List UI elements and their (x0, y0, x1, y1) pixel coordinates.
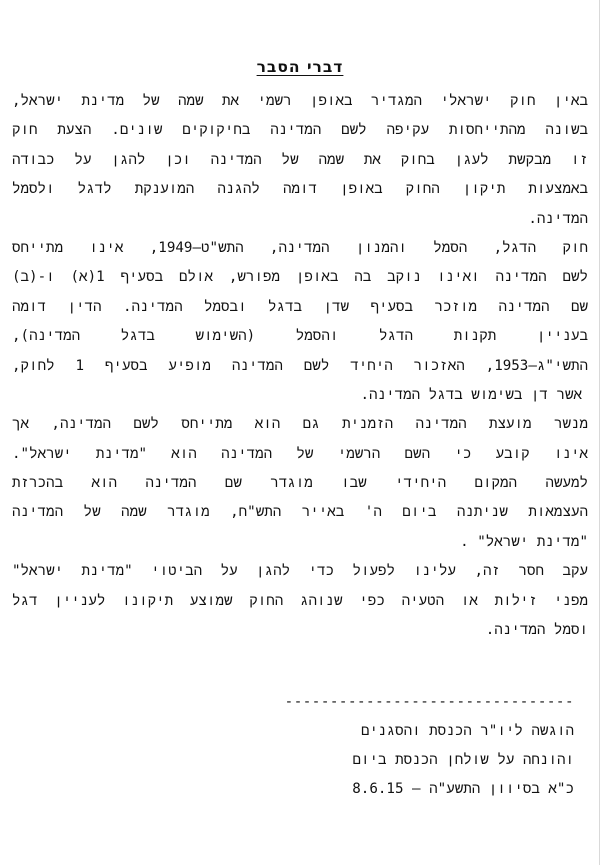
text-line: בשונה מהתייחסות עקיפה לשם המדינה בחיקוקים שונים. הצעת חוק (12, 122, 588, 139)
signature-divider: -------------------------------- (284, 694, 574, 710)
submission-block (0, 688, 574, 804)
submission-line: והונחה על שולחן הכנסת ביום (352, 752, 574, 768)
text-line: "מדינת ישראל" . (460, 533, 588, 550)
paragraph-1 (12, 87, 588, 234)
text-line: המדינה. (528, 210, 588, 227)
text-line: באמצעות תיקון החוק באופן דומה להגנה המוענקת לדגל ולסמל (12, 181, 588, 198)
text-line: בעניין תקנות הדגל והסמל (השימוש בדגל המדינה), (12, 328, 588, 345)
paragraph-4 (12, 557, 588, 645)
text-line: למעשה המקום היחידי שבו מוגדר שם המדינה הוא בהכרזת (12, 475, 588, 492)
text-line: באין חוק ישראלי המגדיר באופן רשמי את שמה של מדינת ישראל, (12, 93, 588, 109)
text-line: העצמאות שניתנה ביום ה' באייר התש"ח, מוגדר שמה של המדינה (12, 504, 588, 521)
paragraph-3 (12, 410, 588, 557)
document-title: דברי הסבר (256, 58, 344, 76)
submission-line: הוגשה ליו"ר הכנסת והסגנים (361, 723, 574, 739)
text-line: התשי"ג–1953, האזכור היחיד לשם המדינה מופיע בסעיף 1 לחוק, (12, 357, 589, 374)
text-line: וסמל המדינה. (485, 622, 588, 639)
text-line: זו מבקשת לעגן בחוק את שמה של המדינה וכן להגן על כבודה (12, 151, 588, 168)
text-line: אינו קובע כי השם הרשמי של המדינה הוא "מדינת ישראל". (12, 445, 588, 462)
submission-date: כ"א בסיוון התשע"ה – 8.6.15 (352, 781, 574, 797)
text-line: עקב חסר זה, עלינו לפעול כדי להגן על הביטוי "מדינת ישראל" (12, 563, 588, 580)
text-line: חוק הדגל, הסמל והמנון המדינה, התש"ט–1949, אינו מתייחס (12, 239, 589, 256)
text-line: אשר דן בשימוש בדגל המדינה. (360, 386, 582, 403)
paragraph-2 (12, 234, 588, 410)
text-line: מפני זילות או הטעיה כפי שנוהג החוק שמוצע תיקונו לעניין דגל (12, 592, 588, 609)
text-line: שם המדינה מוזכר בסעיף שדן בדגל ובסמל המדינה. הדין דומה (12, 298, 588, 315)
document-body (12, 87, 588, 645)
text-line: לשם המדינה ואינו נוקב בה באופן מפורש, אולם בסעיף 1(א) ו-(ב) (12, 269, 588, 286)
text-line: מנשר מועצת המדינה הזמנית גם הוא מתייחס לשם המדינה, אך (12, 416, 588, 433)
